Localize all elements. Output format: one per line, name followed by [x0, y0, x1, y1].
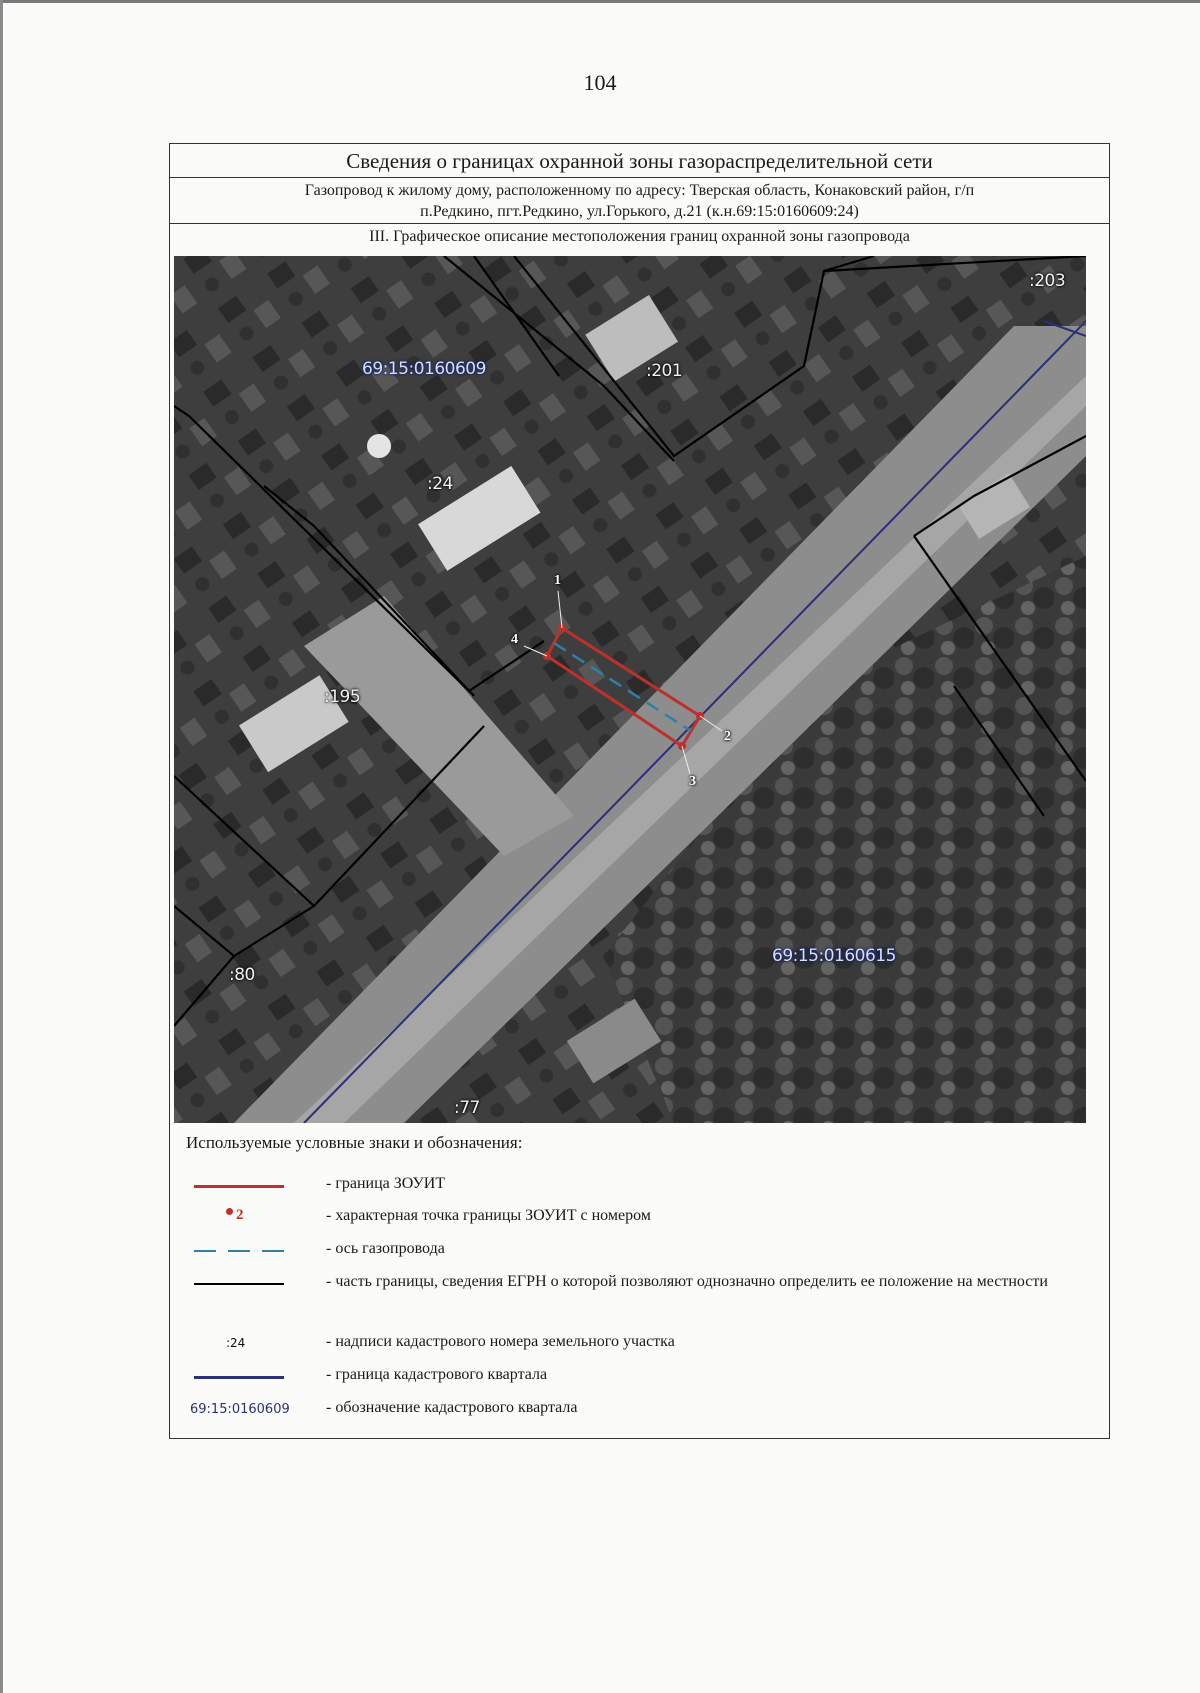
legend-item-parcel-boundary: - часть границы, сведения ЕГРН о которой позволяют однозначно определить ее положение на местности: [186, 1270, 1086, 1322]
legend-item-zone-boundary: - граница ЗОУИТ: [186, 1172, 1086, 1202]
legend-symbol-quarter-label: 69:15:0160609: [190, 1402, 290, 1417]
round-structure: [367, 434, 391, 458]
parcel-label-203: :203: [1029, 271, 1066, 291]
section-heading: III. Графическое описание местоположения границ охранной зоны газопровода: [369, 228, 910, 245]
page-left-edge: [0, 0, 3, 1693]
address-line-2: п.Редкино, пгт.Редкино, ул.Горького, д.21 (к.н.69:15:0160609:24): [420, 203, 859, 220]
document-title: Сведения о границах охранной зоны газораспределительной сети: [170, 144, 1109, 178]
legend-symbol-parcel-label: :24: [226, 1336, 246, 1350]
legend-symbol-navy-line: [186, 1363, 296, 1393]
cadastral-map: [174, 256, 1086, 1123]
point-label-4: 4: [511, 632, 518, 647]
map-canvas: [174, 256, 1086, 1123]
point-label-1: 1: [554, 573, 561, 588]
parcel-label-80: :80: [229, 965, 255, 985]
point-label-2: 2: [724, 729, 731, 744]
legend-symbol-dashed-line: [186, 1237, 296, 1267]
legend-symbol-red-point: [186, 1204, 296, 1234]
parcel-label-201: :201: [646, 361, 683, 381]
legend-item-pipeline-axis: - ось газопровода: [186, 1237, 1086, 1267]
parcel-label-77: :77: [454, 1098, 480, 1118]
page-top-edge: [0, 0, 1200, 3]
legend-title: Используемые условные знаки и обозначения:: [186, 1133, 523, 1152]
legend-item-quarter-label: 69:15:0160609 - обозначение кадастрового квартала: [186, 1396, 1086, 1426]
parcel-label-24: :24: [427, 474, 453, 494]
legend-item-parcel-label: :24 - надписи кадастрового номера земельного участка: [186, 1330, 1086, 1360]
legend-item-boundary-point: 2 - характерная точка границы ЗОУИТ с номером: [186, 1204, 1086, 1234]
parcel-label-195: :195: [324, 687, 361, 707]
page-number: 104: [583, 70, 617, 95]
legend-item-quarter-boundary: - граница кадастрового квартала: [186, 1363, 1086, 1393]
quarter-label-south: 69:15:0160615: [772, 946, 896, 966]
quarter-label-north: 69:15:0160609: [362, 359, 486, 379]
legend-point-number: 2: [236, 1207, 244, 1223]
legend-symbol-black-line: [186, 1270, 296, 1300]
point-label-3: 3: [689, 774, 696, 789]
address-line-1: Газопровод к жилому дому, расположенному по адресу: Тверская область, Конаковский район, г/п: [304, 182, 975, 199]
object-address: [170, 178, 1109, 224]
legend-symbol-red-line: [186, 1172, 296, 1202]
